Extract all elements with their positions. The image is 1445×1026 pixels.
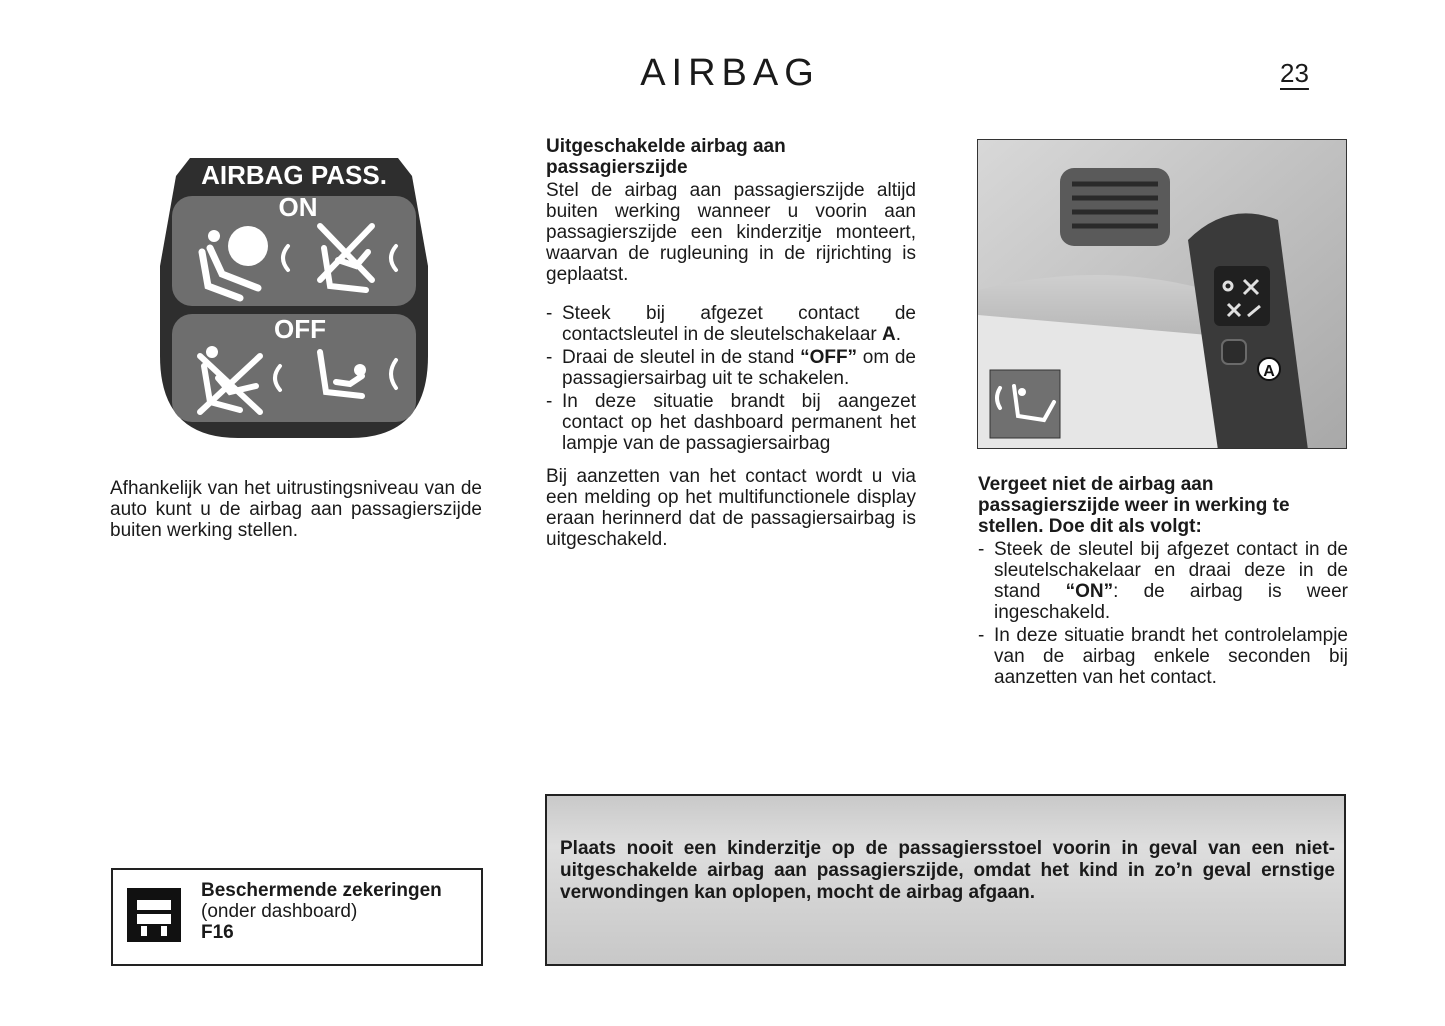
intro-paragraph: Afhankelijk van het uitrustingsniveau van de auto kunt u de airbag aan passagierszijde buiten werking stellen. [110, 478, 482, 541]
fuse-title: Beschermende zekeringen [201, 880, 442, 901]
enable-airbag-steps [978, 539, 1348, 688]
warning-box [545, 794, 1346, 966]
disable-airbag-closing: Bij aanzetten van het contact wordt u via een melding op het multifunctionele display eraan herinnerd dat de passagiersairbag is uitgeschakeld. [546, 466, 916, 550]
dashboard-switch-photo [977, 139, 1347, 449]
airbag-on-label: ON [278, 192, 318, 222]
list-item: - Steek de sleutel bij afgezet contact in de sleutelschakelaar en draai deze in de stand “ON”: de airbag is weer ingeschakeld. [978, 539, 1348, 623]
list-item: - Steek bij afgezet contact de contactsleutel in de sleutelschakelaar A. [546, 303, 916, 345]
enable-airbag-section [978, 474, 1348, 688]
page-number: 23 [1280, 58, 1309, 88]
disable-airbag-intro: Stel de airbag aan passagierszijde altijd buiten werking wanneer u voorin aan passagierszijde een kinderzitje monteert, waarvan de rugleuning in de rijrichting is geplaatst. [546, 180, 916, 285]
airbag-pass-heading: AIRBAG PASS. [201, 160, 387, 190]
list-item: - In deze situatie brandt het controlelampje van de airbag enkele seconden bij aanzetten van het contact. [978, 625, 1348, 688]
enable-airbag-heading: Vergeet niet de airbag aan passagierszijde weer in werking te stellen. Doe dit als volgt: [978, 474, 1290, 537]
fuse-location: (onder dashboard) [201, 901, 358, 922]
switch-a-callout: A [1263, 363, 1275, 380]
airbag-off-label: OFF [274, 314, 326, 344]
page-title: AIRBAG [640, 52, 820, 94]
fuse-text [201, 880, 442, 943]
fuse-icon [127, 888, 181, 942]
fuse-info-box [111, 868, 483, 966]
list-item: - Draai de sleutel in de stand “OFF” om de passagiersairbag uit te schakelen. [546, 347, 916, 389]
list-item: - In deze situatie brandt bij aangezet contact op het dashboard permanent het lampje van de passagiersairbag [546, 391, 916, 454]
airbag-pass-label-graphic [160, 156, 428, 438]
fuse-number: F16 [201, 922, 234, 943]
warning-text: Plaats nooit een kinderzitje op de passagiersstoel voorin in geval van een niet-uitgeschakelde airbag aan passagierszijde, omdat het kind in zo’n geval ernstige verwondingen kan oplopen, mocht de airbag afgaan. [560, 838, 1335, 903]
disable-airbag-heading: Uitgeschakelde airbag aan passagierszijde [546, 136, 786, 178]
disable-airbag-steps [546, 303, 916, 454]
disable-airbag-section [546, 136, 916, 550]
